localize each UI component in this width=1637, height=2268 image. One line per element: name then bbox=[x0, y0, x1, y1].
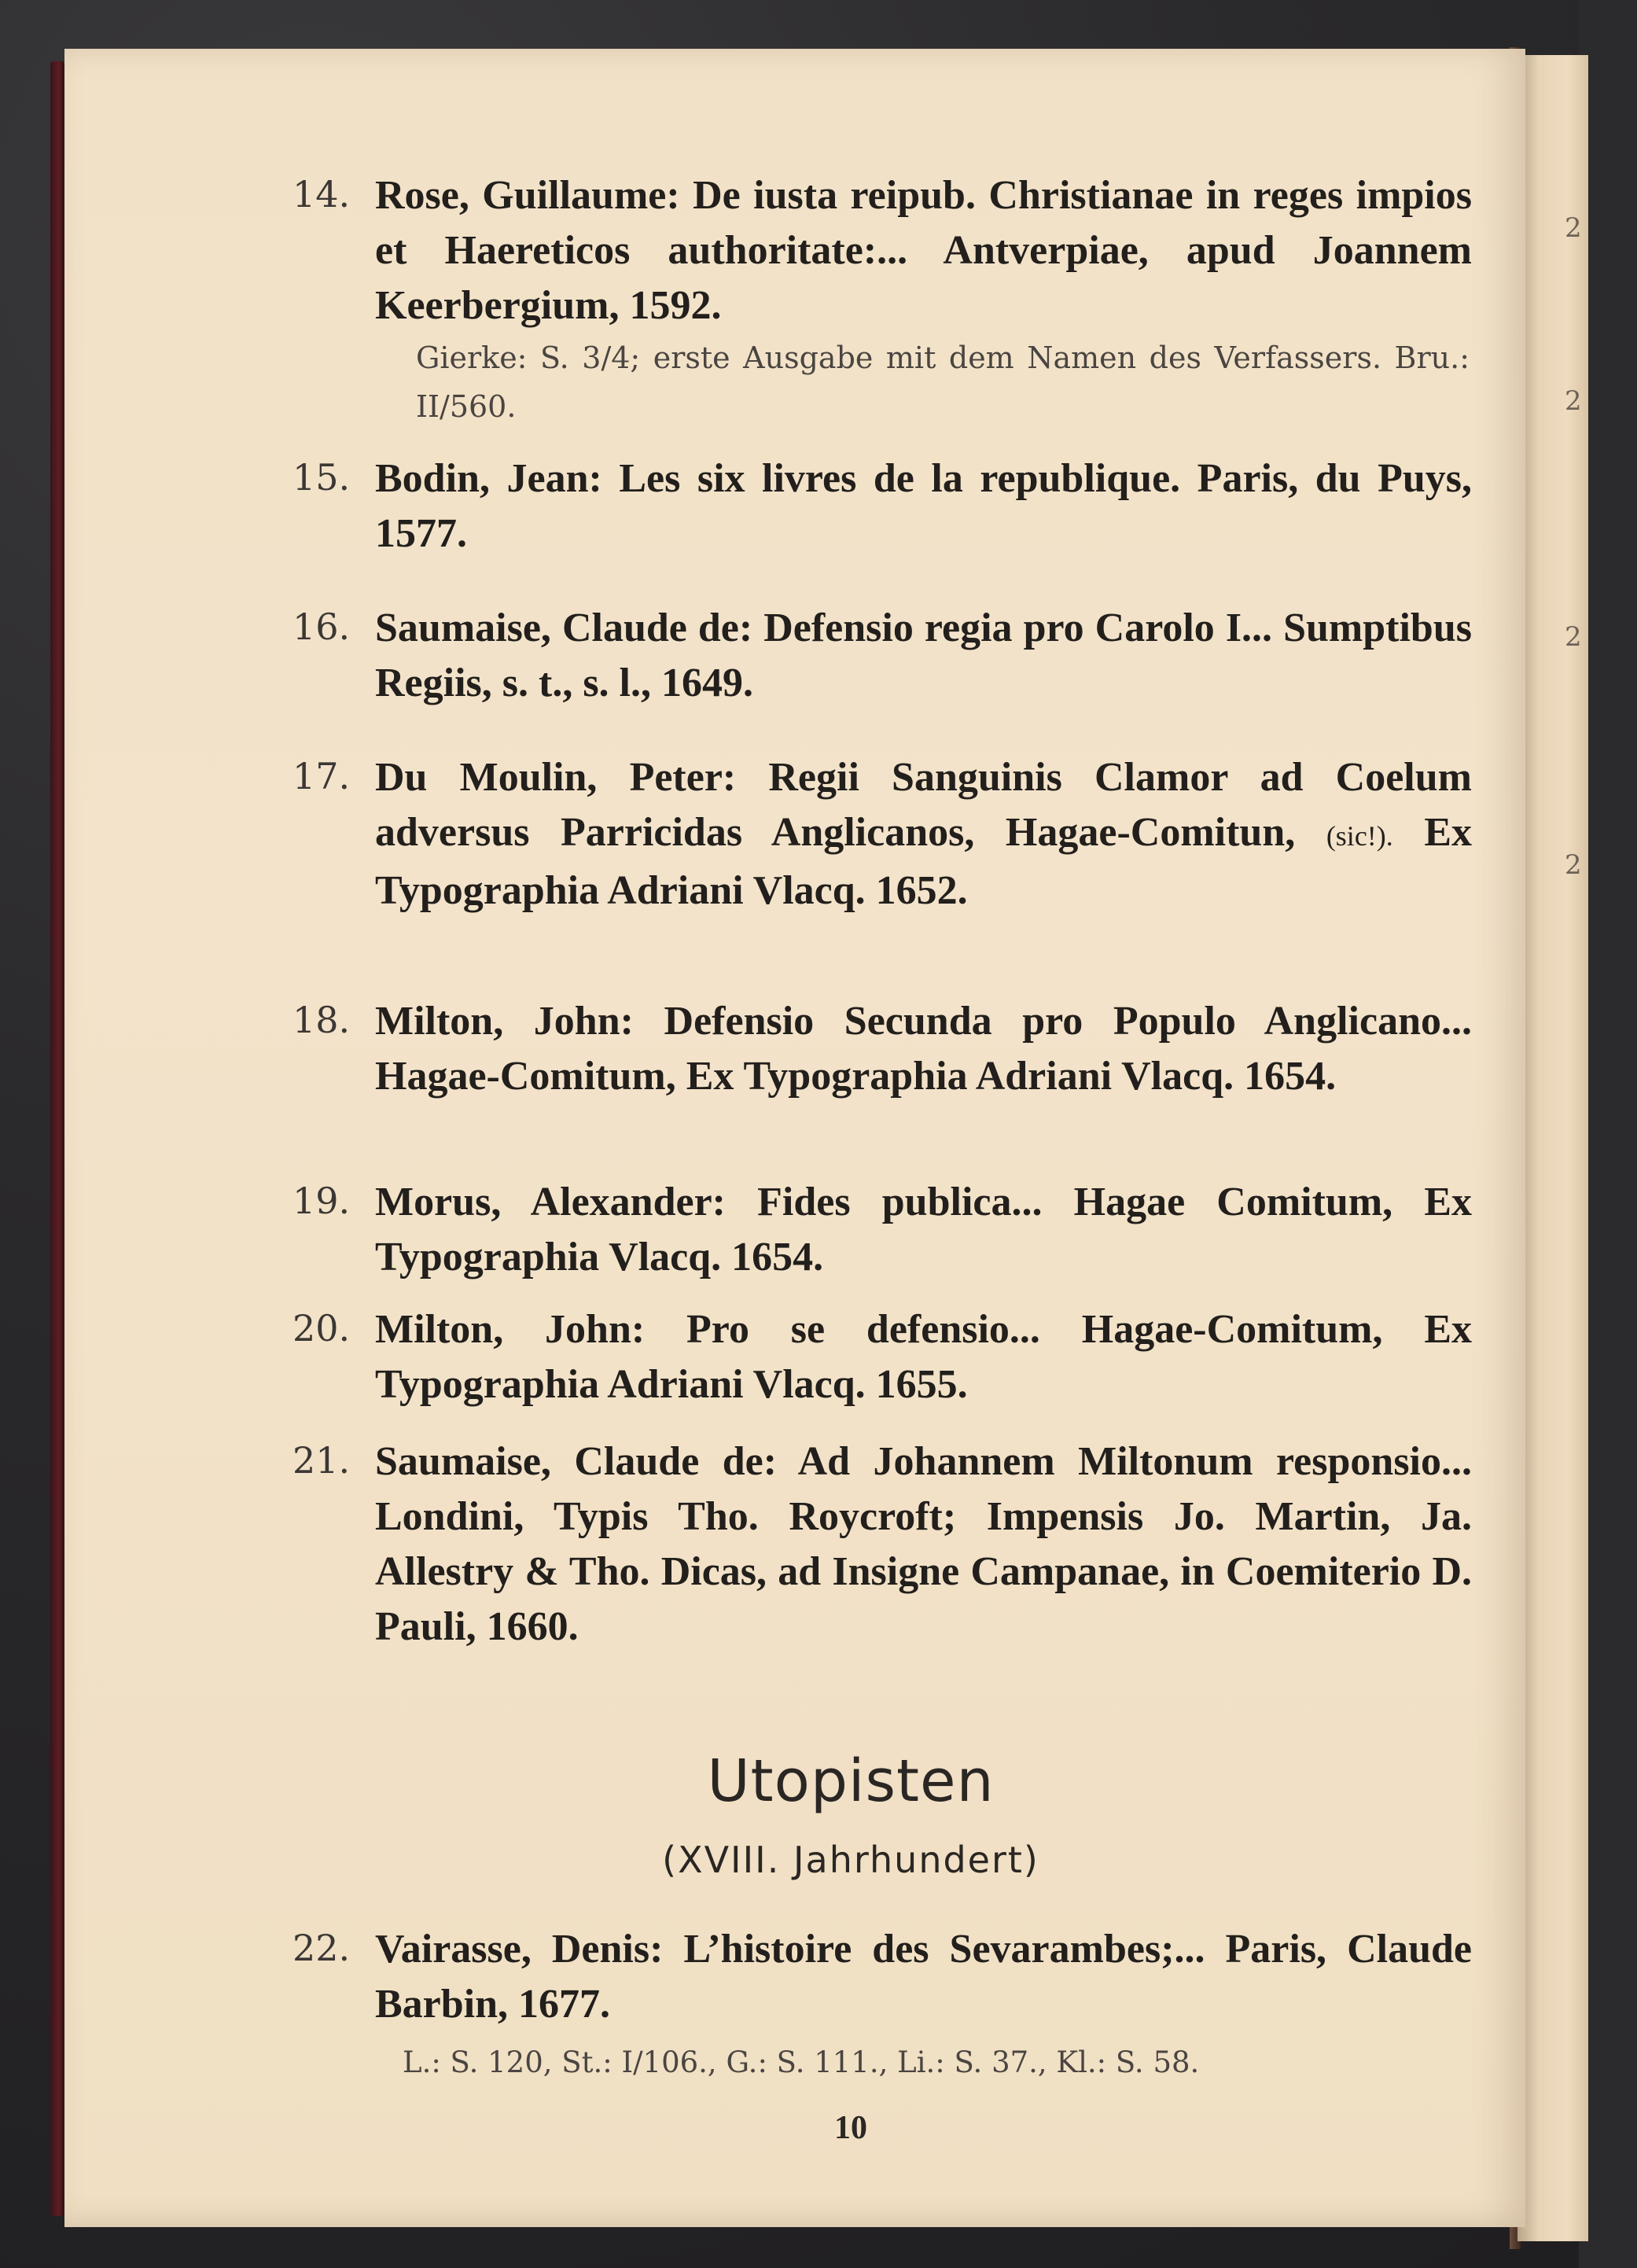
entry-citation: Milton, John: Defensio Secunda pro Populo Anglicano... Hagae-Comitum, Ex Typographia Adriani Vlacq. 1654. bbox=[375, 999, 1472, 1099]
facing-page-glyph: 2 bbox=[1565, 621, 1582, 653]
book-cover-edge bbox=[50, 61, 64, 2216]
facing-page-glyph: 2 bbox=[1565, 385, 1582, 417]
entry-number: 19. bbox=[292, 1180, 351, 1222]
entry-number: 20. bbox=[292, 1307, 351, 1349]
facing-page-edge bbox=[1517, 55, 1588, 2241]
book-page bbox=[64, 49, 1525, 2227]
entry-number: 16. bbox=[292, 606, 351, 648]
entry-citation: Rose, Guillaume: De iusta reipub. Christianae in reges impios et Haereticos authoritate:... Antverpiae, apud Joannem Keerbergium, 1592. bbox=[375, 173, 1472, 328]
entry-note: L.: S. 120, St.: I/106., G.: S. 111., Li.: S. 37., Kl.: S. 58. bbox=[403, 2045, 1200, 2079]
sic-annotation: (sic!). bbox=[1326, 820, 1393, 852]
section-title: Utopisten bbox=[707, 1747, 995, 1815]
facing-page-glyph: 2 bbox=[1565, 212, 1582, 244]
entry-citation: Bodin, Jean: Les six livres de la republique. Paris, du Puys, 1577. bbox=[375, 456, 1472, 556]
facing-page-glyph: 2 bbox=[1565, 849, 1582, 881]
citation-text: Du Moulin, Peter: Regii Sanguinis Clamor ad Coelum adversus Parricidas Anglicanos, Hagae-Comitun, bbox=[375, 755, 1472, 855]
entry-citation: Milton, John: Pro se defensio... Hagae-Comitum, Ex Typographia Adriani Vlacq. 1655. bbox=[375, 1307, 1472, 1407]
entry-citation: Saumaise, Claude de: Ad Johannem Miltonum responsio... Londini, Typis Tho. Roycroft; Impensis Jo. Martin, Ja. Allestry & Tho. Dicas, ad Insigne Campanae, in Coemiterio D. Pauli, 1660. bbox=[375, 1439, 1472, 1649]
entry-number: 17. bbox=[292, 755, 351, 797]
entry-citation: Morus, Alexander: Fides publica... Hagae Comitum, Ex Typographia Vlacq. 1654. bbox=[375, 1180, 1472, 1279]
entry-citation bbox=[375, 750, 1472, 919]
entry-note: Gierke: S. 3/4; erste Ausgabe mit dem Namen des Verfassers. Bru.: II/560. bbox=[416, 341, 1470, 424]
entry-number: 18. bbox=[292, 999, 351, 1041]
entry-number: 22. bbox=[292, 1927, 351, 1969]
bibliography-list bbox=[64, 49, 1525, 2227]
page-number: 10 bbox=[834, 2110, 867, 2146]
entry-number: 15. bbox=[292, 456, 351, 499]
section-subtitle: (XVIII. Jahrhundert) bbox=[662, 1839, 1039, 1881]
entry-number: 14. bbox=[292, 173, 351, 215]
entry-citation: Vairasse, Denis: L’histoire des Sevarambes;... Paris, Claude Barbin, 1677. bbox=[375, 1927, 1472, 2027]
entry-number: 21. bbox=[292, 1439, 351, 1482]
citation-text: Ex Typographia Adriani Vlacq. 1652. bbox=[375, 810, 1473, 913]
entry-citation: Saumaise, Claude de: Defensio regia pro Carolo I... Sumptibus Regiis, s. t., s. l., 1649. bbox=[375, 606, 1472, 705]
